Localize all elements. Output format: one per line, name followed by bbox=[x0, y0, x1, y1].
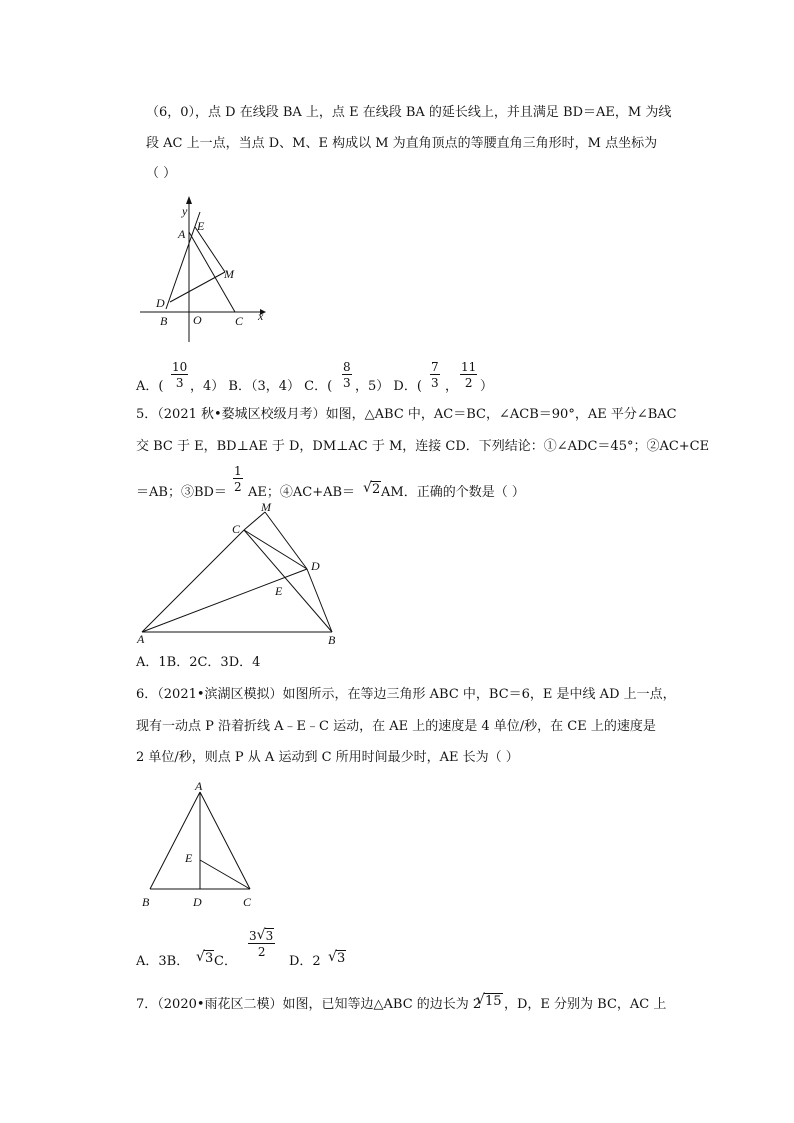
q7-sqrt-15: √ 15 bbox=[476, 995, 503, 1008]
q6-figure bbox=[138, 780, 268, 910]
label-E: E bbox=[275, 584, 283, 598]
q6-option-d-sqrt: √ 3 bbox=[328, 952, 346, 965]
label-B: B bbox=[328, 633, 336, 647]
q7-text-line-1-post: ，D，E 分别为 BC，AC 上 bbox=[504, 997, 667, 1012]
q5-options: A．1B．2C．3D．4 bbox=[136, 655, 261, 670]
label-E: E bbox=[185, 851, 193, 865]
label-D: D bbox=[193, 895, 202, 909]
q4-option-d-comma: ， bbox=[445, 379, 459, 394]
label-E: E bbox=[197, 219, 205, 233]
q5-text-line-3-post: AM．正确的个数是（ ） bbox=[381, 485, 525, 500]
label-O: O bbox=[193, 313, 202, 327]
q4-option-a-prefix: A．( bbox=[136, 379, 164, 394]
q5-text-line-3-mid: AE；④AC+AB＝ bbox=[248, 485, 356, 500]
q5-figure bbox=[132, 497, 352, 647]
q6-options-ab: A．3B． bbox=[136, 954, 190, 969]
label-M: M bbox=[261, 500, 271, 514]
q6-option-c-label: C． bbox=[214, 954, 237, 969]
q5-sqrt-2: √ 2 bbox=[363, 483, 381, 496]
q6-text-line-2: 现有一动点 P 沿着折线 A﹣E﹣C 运动，在 AE 上的速度是 4 单位/秒，在 CE 上的速度是 bbox=[136, 719, 656, 734]
q4-option-cd-text: ，5） D．( bbox=[355, 379, 422, 394]
label-C: C bbox=[243, 895, 252, 909]
q4-option-c-fraction: $\frac{8}{3}$ bbox=[343, 360, 351, 390]
q5-text-line-2: 交 BC 于 E，BD⊥AE 于 D，DM⊥AC 于 M，连接 CD．下列结论：①∠ADC＝45°；②AC+CE bbox=[136, 439, 710, 454]
q4-text-line-3: （ ） bbox=[146, 166, 177, 181]
label-B: B bbox=[142, 895, 150, 909]
q4-option-ab-text: ，4） B．（3，4） C．( bbox=[190, 379, 333, 394]
label-A: A bbox=[178, 227, 186, 241]
q4-option-d-close: ） bbox=[480, 379, 494, 394]
label-y: y bbox=[182, 204, 188, 218]
label-B: B bbox=[160, 314, 168, 328]
q5-text-line-3-pre: ＝AB；③BD＝ bbox=[136, 485, 227, 500]
q4-option-d-fraction-1: $\frac{7}{3}$ bbox=[431, 360, 439, 390]
label-C: C bbox=[235, 314, 244, 328]
label-M: M bbox=[224, 267, 234, 281]
label-A: A bbox=[195, 780, 203, 793]
q6-text-line-1: 6．（2021•滨湖区模拟）如图所示，在等边三角形 ABC 中，BC＝6，E 是中线 AD 上一点， bbox=[136, 687, 676, 702]
q6-text-line-3: 2 单位/秒，则点 P 从 A 运动到 C 所用时间最少时，AE 长为（ ） bbox=[136, 750, 519, 765]
q7-text-line-1-pre: 7．（2020•雨花区二模）如图，已知等边△ABC 的边长为 2 bbox=[136, 997, 482, 1012]
label-A: A bbox=[137, 632, 145, 646]
q5-text-line-1: 5．（2021 秋•婺城区校级月考）如图，△ABC 中，AC＝BC，∠ACB＝90°，AE 平分∠BAC bbox=[136, 407, 677, 422]
q4-option-d-fraction-2: $\frac{11}{2}$ bbox=[461, 360, 477, 390]
label-x: x bbox=[258, 309, 264, 323]
q4-text-line-2: 段 AC 上一点，当点 D、M、E 构成以 M 为直角顶点的等腰直角三角形时，M 点坐标为 bbox=[146, 136, 658, 151]
label-D: D bbox=[311, 559, 320, 573]
label-D: D bbox=[156, 296, 165, 310]
q4-figure bbox=[132, 192, 272, 352]
q4-option-a-fraction: $\frac{10}{3}$ bbox=[172, 360, 188, 390]
label-C: C bbox=[232, 522, 241, 536]
q6-option-c-fraction: $\frac{3√ 3}{2}$ bbox=[248, 930, 275, 958]
q4-text-line-1: （6，0），点 D 在线段 BA 上，点 E 在线段 BA 的延长线上，并且满足 BD＝AE，M 为线 bbox=[146, 105, 672, 120]
q5-fraction-half: $\frac{1}{2}$ bbox=[234, 464, 242, 494]
q6-option-b-sqrt: √ 3 bbox=[196, 952, 214, 965]
q6-option-d-label: D．2 bbox=[289, 954, 321, 969]
